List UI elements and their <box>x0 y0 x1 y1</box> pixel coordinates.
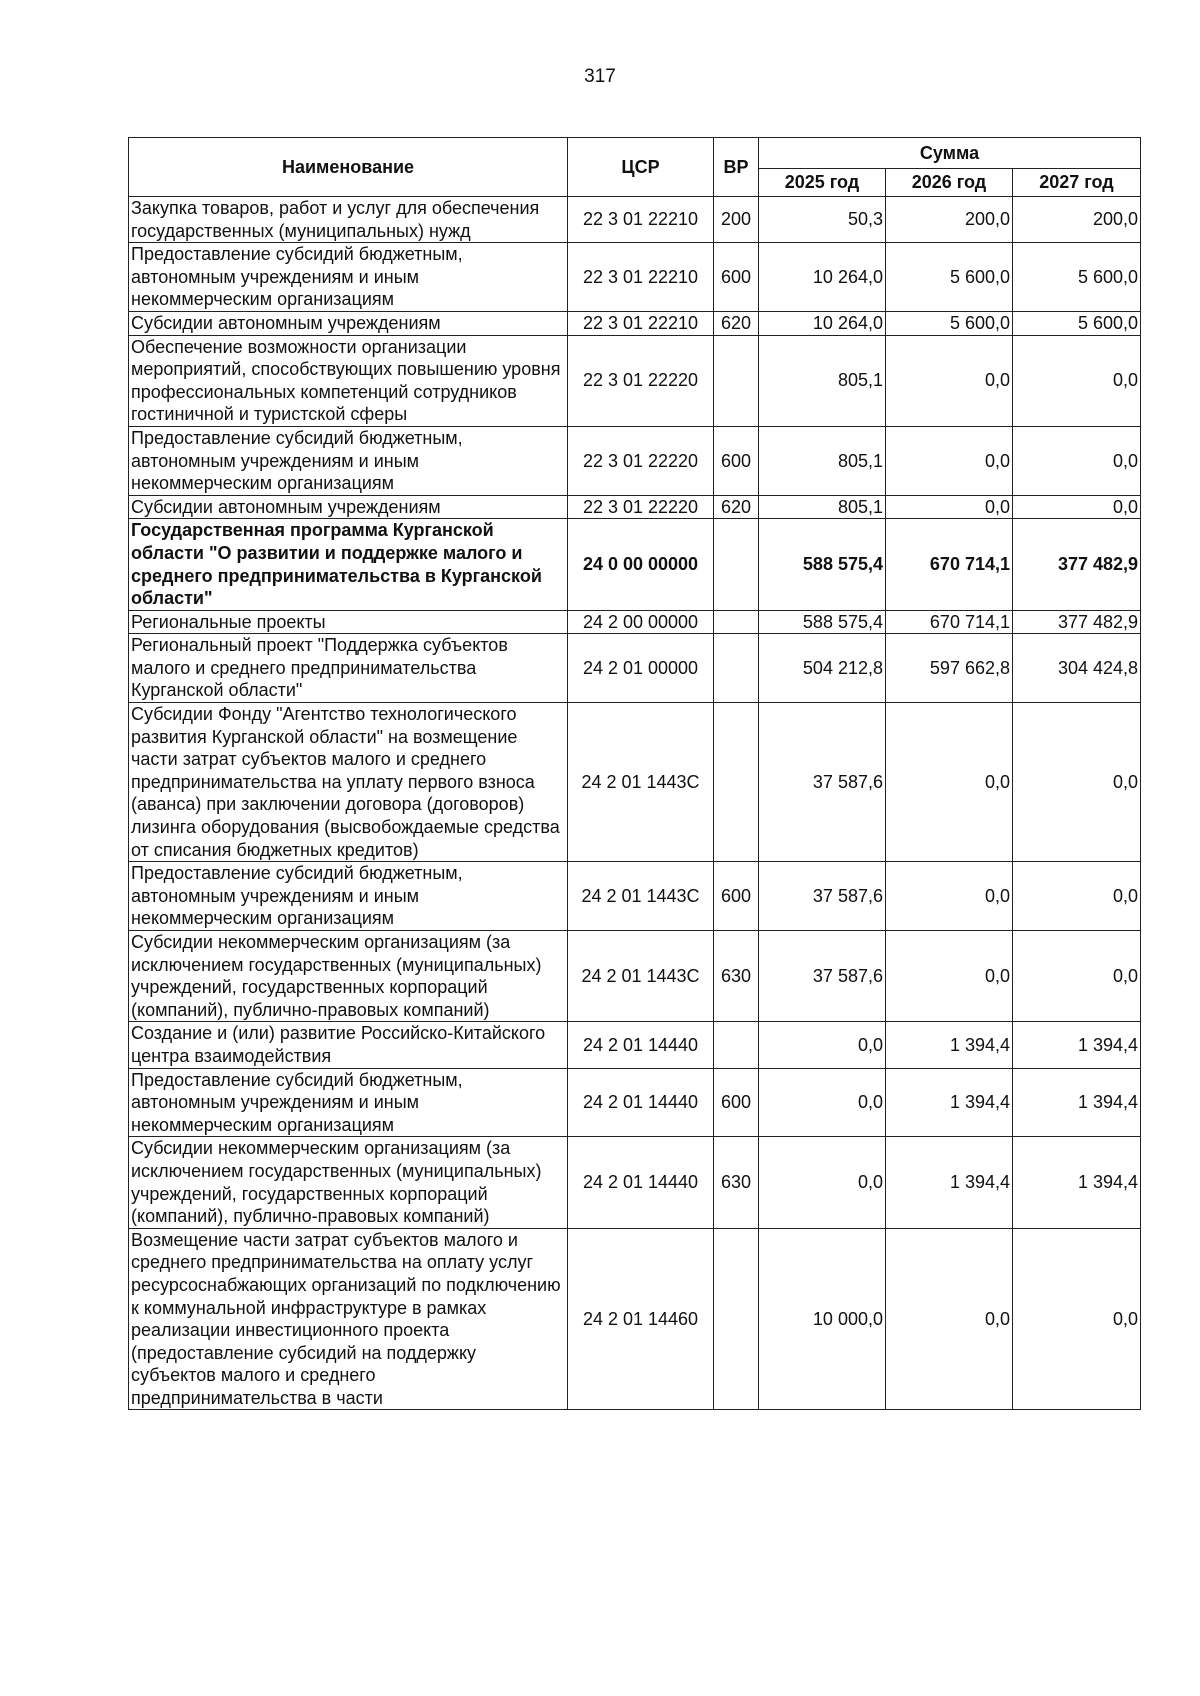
cell-y2026: 0,0 <box>886 703 1013 862</box>
cell-y2025: 37 587,6 <box>759 862 886 931</box>
cell-y2027: 377 482,9 <box>1013 519 1141 610</box>
cell-vr: 200 <box>714 197 759 243</box>
cell-name: Государственная программа Курганской области "О развитии и поддержке малого и среднего предпринимательства в Курганской области" <box>129 519 568 610</box>
cell-csr: 22 3 01 22210 <box>568 311 714 335</box>
cell-y2025: 504 212,8 <box>759 634 886 703</box>
cell-y2027: 0,0 <box>1013 495 1141 519</box>
cell-vr <box>714 703 759 862</box>
cell-y2025: 805,1 <box>759 426 886 495</box>
cell-csr: 22 3 01 22220 <box>568 335 714 426</box>
cell-csr: 22 3 01 22210 <box>568 243 714 312</box>
table-row <box>129 1022 1141 1068</box>
cell-y2025: 10 264,0 <box>759 243 886 312</box>
cell-name: Субсидии некоммерческим организациям (за исключением государственных (муниципальных) учреждений, государственных корпораций (компаний), публично-правовых компаний) <box>129 1137 568 1228</box>
cell-vr: 600 <box>714 862 759 931</box>
header-year-2027: 2027 год <box>1013 169 1141 197</box>
cell-y2027: 0,0 <box>1013 1228 1141 1410</box>
cell-vr: 630 <box>714 1137 759 1228</box>
cell-y2025: 805,1 <box>759 495 886 519</box>
table-row <box>129 243 1141 312</box>
cell-vr <box>714 1022 759 1068</box>
cell-name: Предоставление субсидий бюджетным, автономным учреждениям и иным некоммерческим организациям <box>129 862 568 931</box>
cell-name: Предоставление субсидий бюджетным, автономным учреждениям и иным некоммерческим организациям <box>129 426 568 495</box>
page-number: 317 <box>584 66 616 87</box>
cell-y2025: 37 587,6 <box>759 931 886 1022</box>
cell-y2026: 1 394,4 <box>886 1068 1013 1137</box>
cell-y2025: 805,1 <box>759 335 886 426</box>
table-row <box>129 1137 1141 1228</box>
cell-name: Региональный проект "Поддержка субъектов малого и среднего предпринимательства Курганской области" <box>129 634 568 703</box>
cell-name: Субсидии некоммерческим организациям (за исключением государственных (муниципальных) учреждений, государственных корпораций (компаний), публично-правовых компаний) <box>129 931 568 1022</box>
cell-csr: 24 2 01 14440 <box>568 1068 714 1137</box>
cell-name: Закупка товаров, работ и услуг для обеспечения государственных (муниципальных) нужд <box>129 197 568 243</box>
table-row <box>129 519 1141 610</box>
cell-y2027: 200,0 <box>1013 197 1141 243</box>
cell-y2026: 5 600,0 <box>886 311 1013 335</box>
cell-vr <box>714 1228 759 1410</box>
cell-y2027: 0,0 <box>1013 862 1141 931</box>
table-row <box>129 634 1141 703</box>
cell-vr: 600 <box>714 426 759 495</box>
table-row <box>129 862 1141 931</box>
cell-y2026: 1 394,4 <box>886 1022 1013 1068</box>
cell-y2026: 0,0 <box>886 1228 1013 1410</box>
cell-y2027: 1 394,4 <box>1013 1068 1141 1137</box>
table-row <box>129 311 1141 335</box>
cell-y2026: 0,0 <box>886 862 1013 931</box>
cell-vr: 620 <box>714 495 759 519</box>
cell-y2026: 0,0 <box>886 335 1013 426</box>
cell-y2027: 1 394,4 <box>1013 1137 1141 1228</box>
cell-y2026: 670 714,1 <box>886 610 1013 634</box>
cell-csr: 24 2 01 14440 <box>568 1137 714 1228</box>
table-header <box>129 138 1141 197</box>
cell-name: Субсидии Фонду "Агентство технологического развития Курганской области" на возмещение части затрат субъектов малого и среднего предпринимательства на уплату первого взноса (аванса) при заключении договора (договоров) лизинга оборудования (высвобождаемые средства от списания бюджетных кредитов) <box>129 703 568 862</box>
cell-y2027: 0,0 <box>1013 426 1141 495</box>
table-row <box>129 1228 1141 1410</box>
cell-y2025: 10 264,0 <box>759 311 886 335</box>
table-row <box>129 703 1141 862</box>
cell-y2026: 0,0 <box>886 495 1013 519</box>
cell-name: Предоставление субсидий бюджетным, автономным учреждениям и иным некоммерческим организациям <box>129 1068 568 1137</box>
header-csr: ЦСР <box>568 138 714 197</box>
cell-y2026: 200,0 <box>886 197 1013 243</box>
cell-csr: 24 2 01 00000 <box>568 634 714 703</box>
cell-csr: 24 2 01 1443С <box>568 862 714 931</box>
table-row <box>129 931 1141 1022</box>
cell-y2027: 377 482,9 <box>1013 610 1141 634</box>
budget-table <box>128 137 1141 1410</box>
cell-y2026: 670 714,1 <box>886 519 1013 610</box>
cell-y2026: 597 662,8 <box>886 634 1013 703</box>
cell-vr <box>714 519 759 610</box>
cell-vr: 600 <box>714 1068 759 1137</box>
cell-name: Субсидии автономным учреждениям <box>129 495 568 519</box>
cell-csr: 24 2 01 1443С <box>568 703 714 862</box>
cell-csr: 22 3 01 22220 <box>568 495 714 519</box>
header-name: Наименование <box>129 138 568 197</box>
header-year-2026: 2026 год <box>886 169 1013 197</box>
cell-y2025: 0,0 <box>759 1022 886 1068</box>
table-row <box>129 495 1141 519</box>
header-year-2025: 2025 год <box>759 169 886 197</box>
cell-csr: 24 2 01 1443С <box>568 931 714 1022</box>
cell-name: Субсидии автономным учреждениям <box>129 311 568 335</box>
cell-y2026: 5 600,0 <box>886 243 1013 312</box>
cell-vr: 630 <box>714 931 759 1022</box>
cell-csr: 22 3 01 22210 <box>568 197 714 243</box>
cell-y2027: 304 424,8 <box>1013 634 1141 703</box>
table-row <box>129 426 1141 495</box>
cell-vr <box>714 610 759 634</box>
cell-csr: 24 0 00 00000 <box>568 519 714 610</box>
cell-csr: 22 3 01 22220 <box>568 426 714 495</box>
cell-y2027: 1 394,4 <box>1013 1022 1141 1068</box>
cell-name: Региональные проекты <box>129 610 568 634</box>
header-sum: Сумма <box>759 138 1141 169</box>
table-row <box>129 610 1141 634</box>
cell-name: Создание и (или) развитие Российско-Китайского центра взаимодействия <box>129 1022 568 1068</box>
table-body <box>129 197 1141 1410</box>
cell-y2025: 10 000,0 <box>759 1228 886 1410</box>
cell-y2027: 0,0 <box>1013 931 1141 1022</box>
cell-y2025: 0,0 <box>759 1137 886 1228</box>
cell-csr: 24 2 00 00000 <box>568 610 714 634</box>
cell-name: Возмещение части затрат субъектов малого и среднего предпринимательства на оплату услуг ресурсоснабжающих организаций по подключению к коммунальной инфраструктуре в рамках реализации инвестиционного проекта (предоставление субсидий на поддержку субъектов малого и среднего предпринимательства в части <box>129 1228 568 1410</box>
cell-y2026: 1 394,4 <box>886 1137 1013 1228</box>
cell-y2025: 588 575,4 <box>759 519 886 610</box>
header-vr: ВР <box>714 138 759 197</box>
table-row <box>129 197 1141 243</box>
cell-name: Обеспечение возможности организации мероприятий, способствующих повышению уровня профессиональных компетенций сотрудников гостиничной и туристской сферы <box>129 335 568 426</box>
cell-vr: 600 <box>714 243 759 312</box>
cell-vr <box>714 335 759 426</box>
cell-name: Предоставление субсидий бюджетным, автономным учреждениям и иным некоммерческим организациям <box>129 243 568 312</box>
cell-y2027: 5 600,0 <box>1013 311 1141 335</box>
cell-y2027: 0,0 <box>1013 703 1141 862</box>
cell-y2027: 5 600,0 <box>1013 243 1141 312</box>
cell-vr: 620 <box>714 311 759 335</box>
cell-y2027: 0,0 <box>1013 335 1141 426</box>
cell-y2026: 0,0 <box>886 426 1013 495</box>
cell-csr: 24 2 01 14460 <box>568 1228 714 1410</box>
cell-y2026: 0,0 <box>886 931 1013 1022</box>
cell-vr <box>714 634 759 703</box>
cell-y2025: 588 575,4 <box>759 610 886 634</box>
table-row <box>129 335 1141 426</box>
cell-y2025: 50,3 <box>759 197 886 243</box>
cell-y2025: 37 587,6 <box>759 703 886 862</box>
cell-y2025: 0,0 <box>759 1068 886 1137</box>
cell-csr: 24 2 01 14440 <box>568 1022 714 1068</box>
table-row <box>129 1068 1141 1137</box>
